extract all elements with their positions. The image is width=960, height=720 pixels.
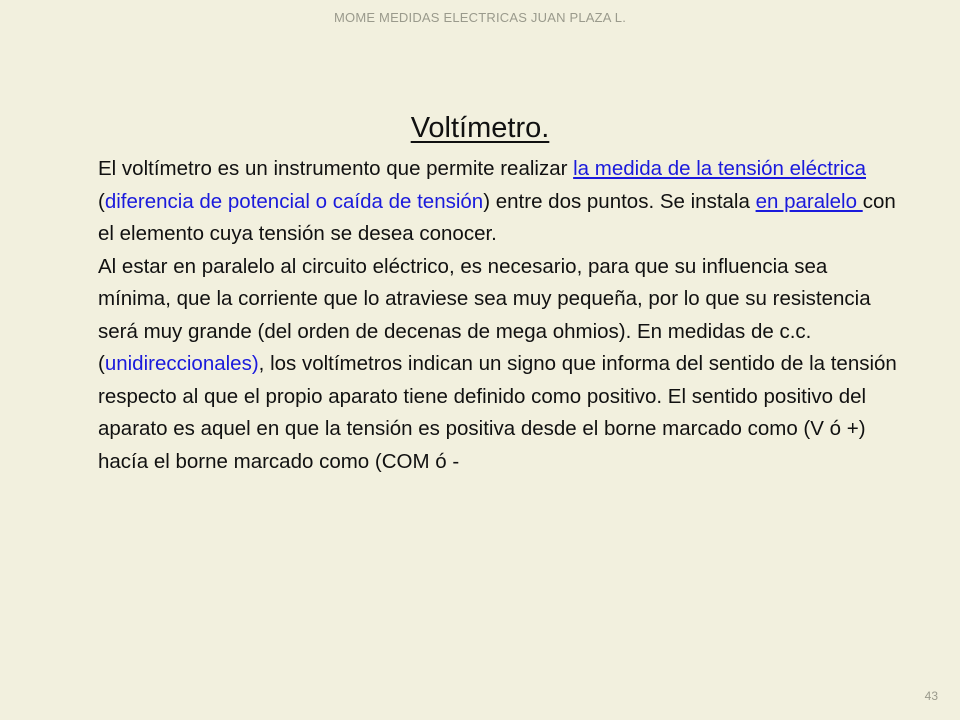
paragraph-explanation (98, 251, 898, 479)
slide-body (98, 153, 898, 478)
slide-title: Voltímetro. (410, 112, 550, 144)
link-medida-tension[interactable]: la medida de la tensión eléctrica (573, 157, 866, 180)
paragraph-definition (98, 153, 898, 251)
explanation-end-text: , los voltímetros indican un signo que informa del sentido de la tensión respecto al que el propio aparato tiene definido como positivo. El sentido positivo del aparato es aquel en que la tensión es positiva desde el borne marcado como (V ó +) hacía el borne marcado como (COM ó - (98, 352, 897, 473)
slide-header: MOME MEDIDAS ELECTRICAS JUAN PLAZA L. (333, 10, 627, 25)
page-number: 43 (924, 689, 938, 703)
paragraph-end-text: con el elemento cuya tensión se desea conocer. (98, 189, 896, 245)
explanation-start-text: Al estar en paralelo al circuito eléctrico, es necesario, para que su influencia sea mínima, que la corriente que lo atraviese sea muy pequeña, por lo que su resistencia será muy grande (del orden de decenas de mega ohmios). En medidas de c.c. ( (98, 254, 871, 375)
paragraph-intro-text: El voltímetro es un instrumento que permite realizar (98, 157, 574, 180)
paren-open-text: ( (98, 189, 105, 213)
paragraph-mid-text: ) entre dos puntos. Se instala (483, 189, 756, 213)
diferencia-potencial-text: diferencia de potencial o caída de tensión (104, 189, 484, 213)
link-en-paralelo[interactable]: en paralelo (755, 189, 863, 213)
unidireccionales-text: unidireccionales) (104, 352, 259, 375)
